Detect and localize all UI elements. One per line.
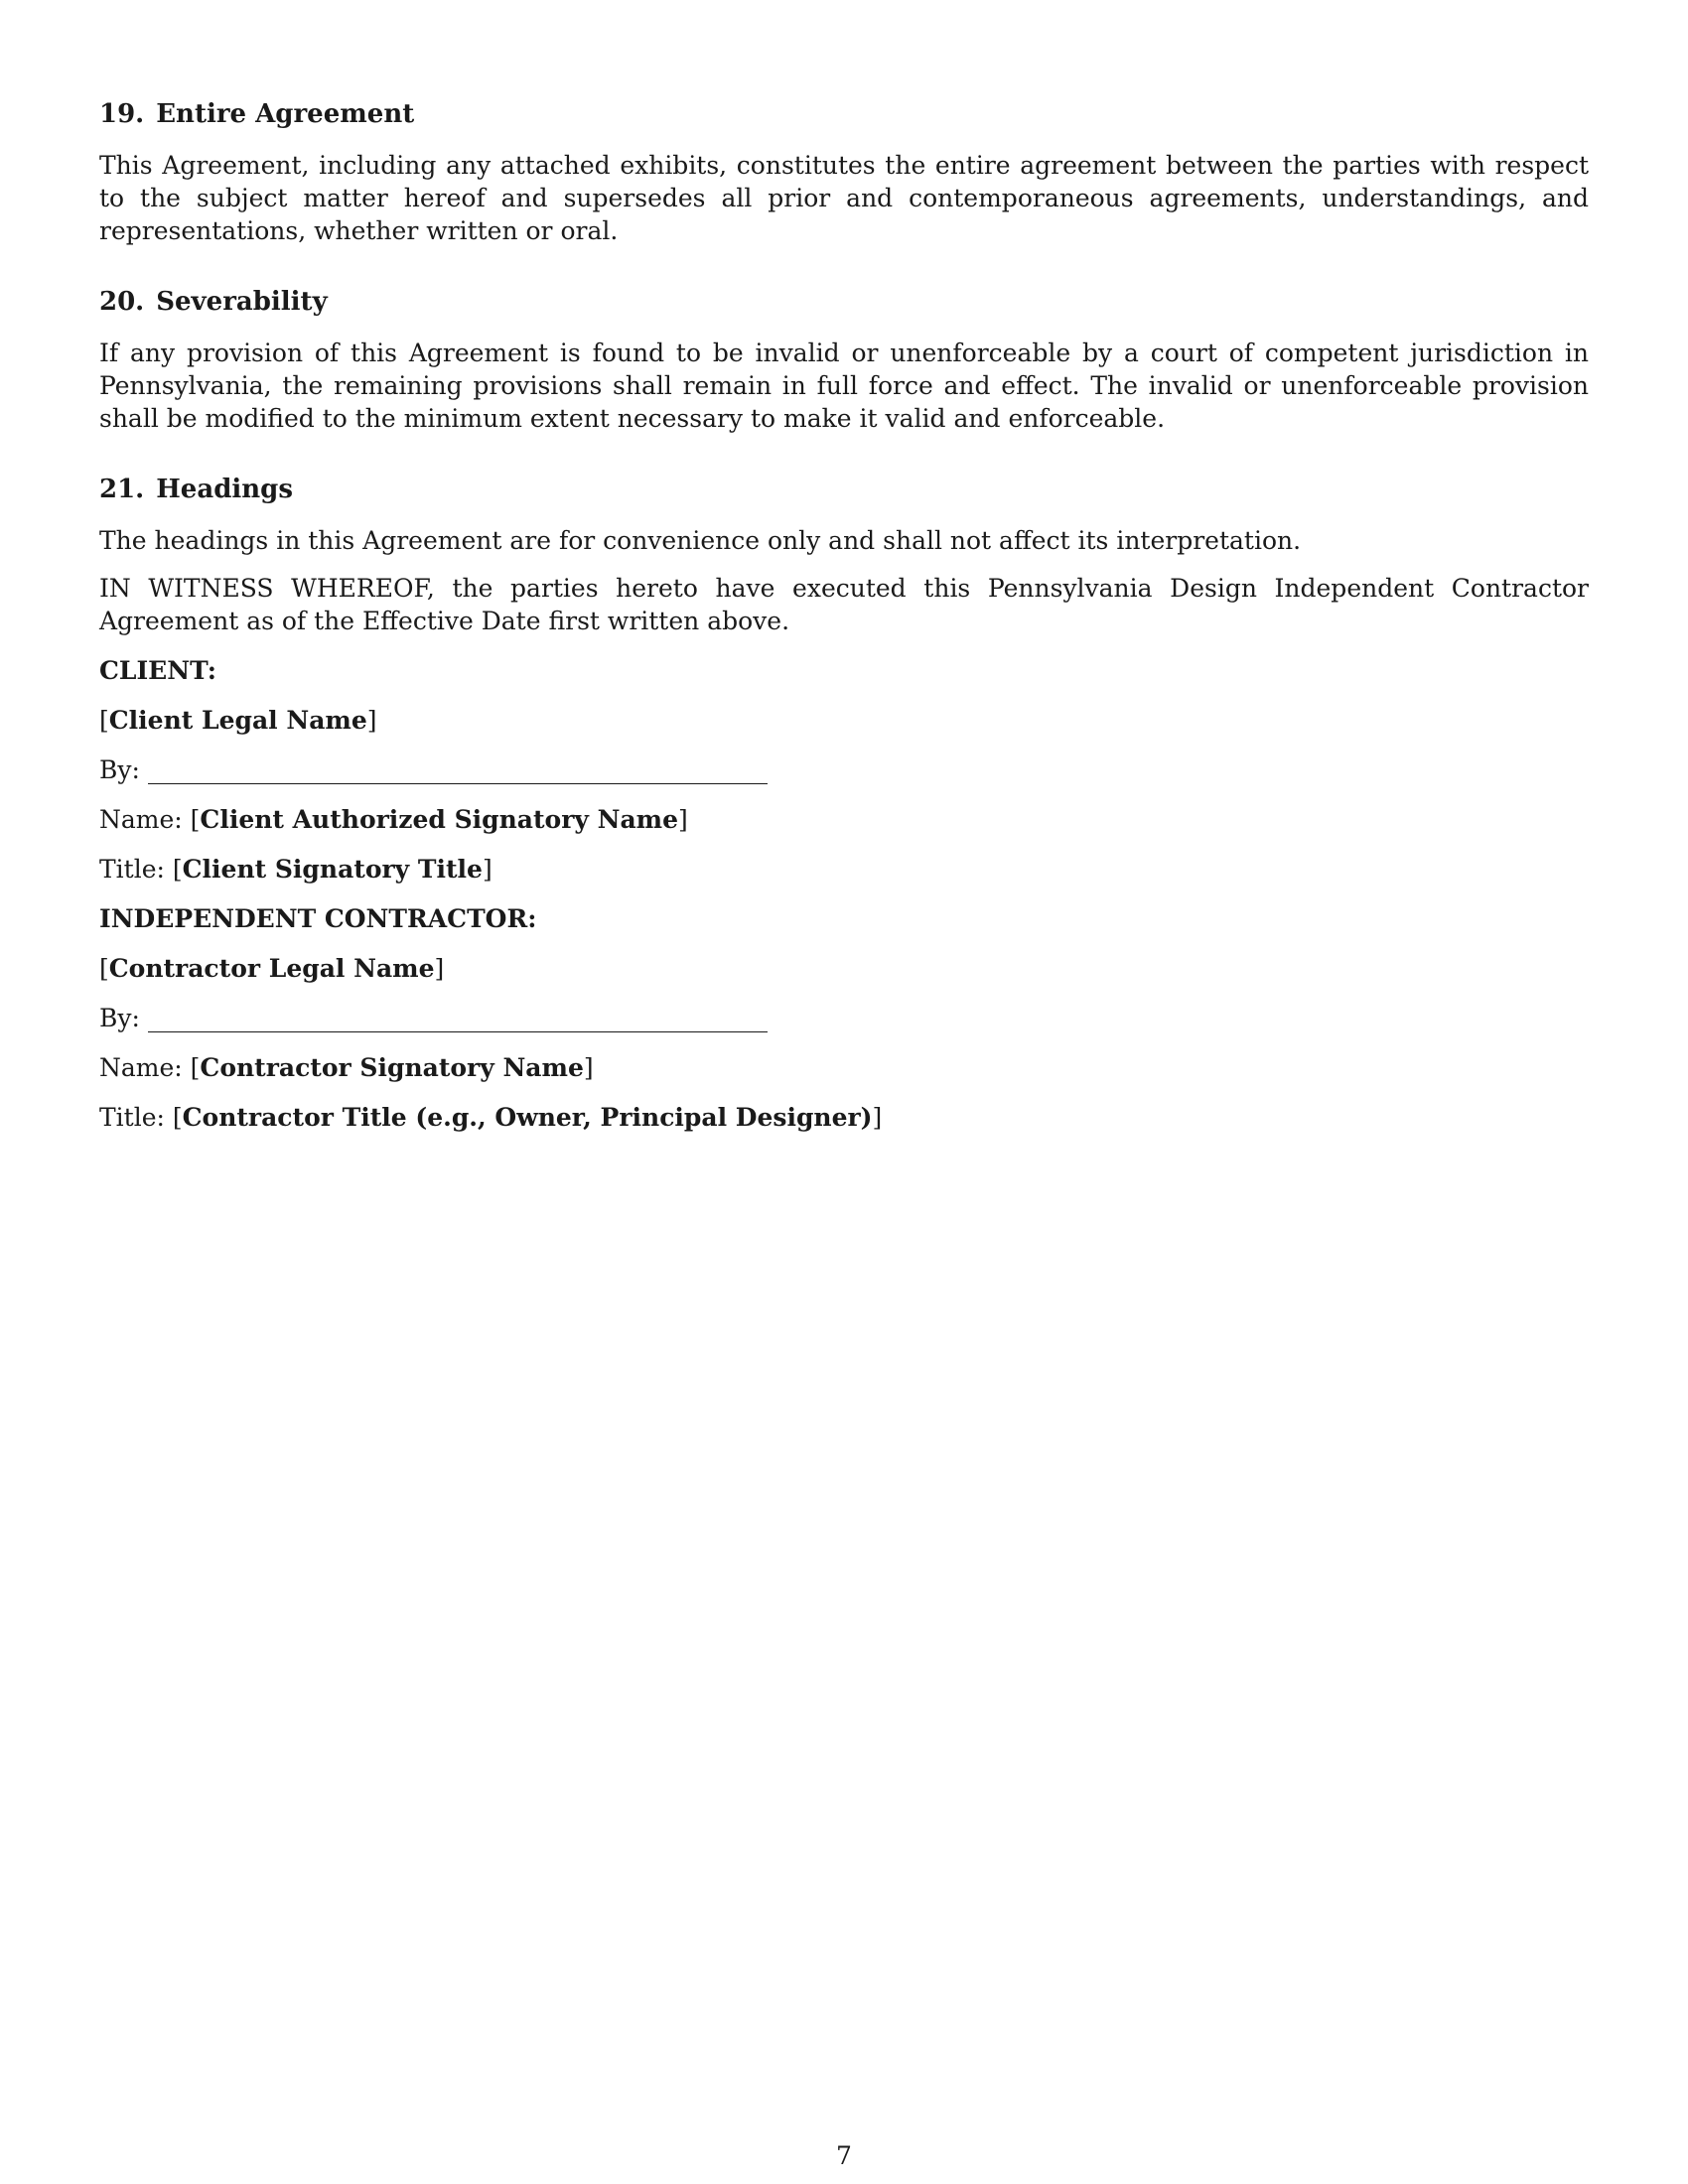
client-signature-line bbox=[148, 782, 768, 784]
section-severability bbox=[99, 285, 1589, 435]
section-body: If any provision of this Agreement is found to be invalid or unenforceable by a court of competent jurisdiction in Pennsylvania, the remaining provisions shall remain in full force and effect. The invalid or unenforceable provision shall be modified to the minimum extent necessary to make it valid and enforceable. bbox=[99, 339, 1589, 433]
contractor-title-value: Contractor Title (e.g., Owner, Principal Designer) bbox=[182, 1103, 873, 1132]
contractor-title-label: Title: bbox=[99, 1103, 165, 1132]
client-name-line: Name: [Client Authorized Signatory Name] bbox=[99, 805, 688, 834]
client-by-line bbox=[99, 753, 1589, 787]
client-title-line: Title: [Client Signatory Title] bbox=[99, 855, 492, 884]
client-legal-name-value: Client Legal Name bbox=[108, 706, 367, 735]
section-number: 21. bbox=[99, 475, 145, 504]
contractor-signature-line bbox=[148, 1030, 768, 1032]
contractor-title-line: Title: [Contractor Title (e.g., Owner, Principal Designer)] bbox=[99, 1103, 883, 1132]
contractor-name-value: Contractor Signatory Name bbox=[200, 1053, 584, 1082]
client-legal-name: [Client Legal Name] bbox=[99, 706, 377, 735]
section-number: 20. bbox=[99, 287, 145, 317]
section-title: Severability bbox=[156, 287, 328, 317]
contractor-name-label: Name: bbox=[99, 1053, 183, 1082]
section-number: 19. bbox=[99, 99, 145, 129]
contractor-legal-name: [Contractor Legal Name] bbox=[99, 954, 445, 983]
page-number: 7 bbox=[836, 2141, 852, 2170]
contractor-legal-name-value: Contractor Legal Name bbox=[108, 954, 435, 983]
client-name-label: Name: bbox=[99, 805, 183, 834]
section-heading bbox=[99, 473, 1589, 506]
client-name-value: Client Authorized Signatory Name bbox=[200, 805, 679, 834]
client-title-value: Client Signatory Title bbox=[182, 855, 483, 884]
document-page bbox=[99, 97, 1589, 1151]
section-title: Headings bbox=[156, 475, 293, 504]
client-title-label: Title: bbox=[99, 855, 165, 884]
section-body: This Agreement, including any attached exhibits, constitutes the entire agreement between the parties with respect to the subject matter hereof and supersedes all prior and contemporaneous agreements, understandings, and representations, whether written or oral. bbox=[99, 151, 1589, 245]
contractor-heading: INDEPENDENT CONTRACTOR: bbox=[99, 904, 537, 933]
client-signature-block bbox=[99, 654, 1589, 887]
client-by-label: By: bbox=[99, 755, 140, 784]
section-heading bbox=[99, 285, 1589, 319]
contractor-by-line bbox=[99, 1002, 1589, 1035]
section-body: The headings in this Agreement are for convenience only and shall not affect its interpretation. bbox=[99, 526, 1302, 555]
section-entire-agreement bbox=[99, 97, 1589, 247]
client-heading: CLIENT: bbox=[99, 656, 217, 685]
contractor-name-line: Name: [Contractor Signatory Name] bbox=[99, 1053, 594, 1082]
witness-clause: IN WITNESS WHEREOF, the parties hereto have executed this Pennsylvania Design Independent Contractor Agreement as of the Effective Date first written above. bbox=[99, 574, 1589, 635]
section-title: Entire Agreement bbox=[156, 99, 415, 129]
contractor-signature-block bbox=[99, 902, 1589, 1135]
contractor-by-label: By: bbox=[99, 1004, 140, 1032]
section-heading bbox=[99, 97, 1589, 131]
section-headings bbox=[99, 473, 1589, 557]
